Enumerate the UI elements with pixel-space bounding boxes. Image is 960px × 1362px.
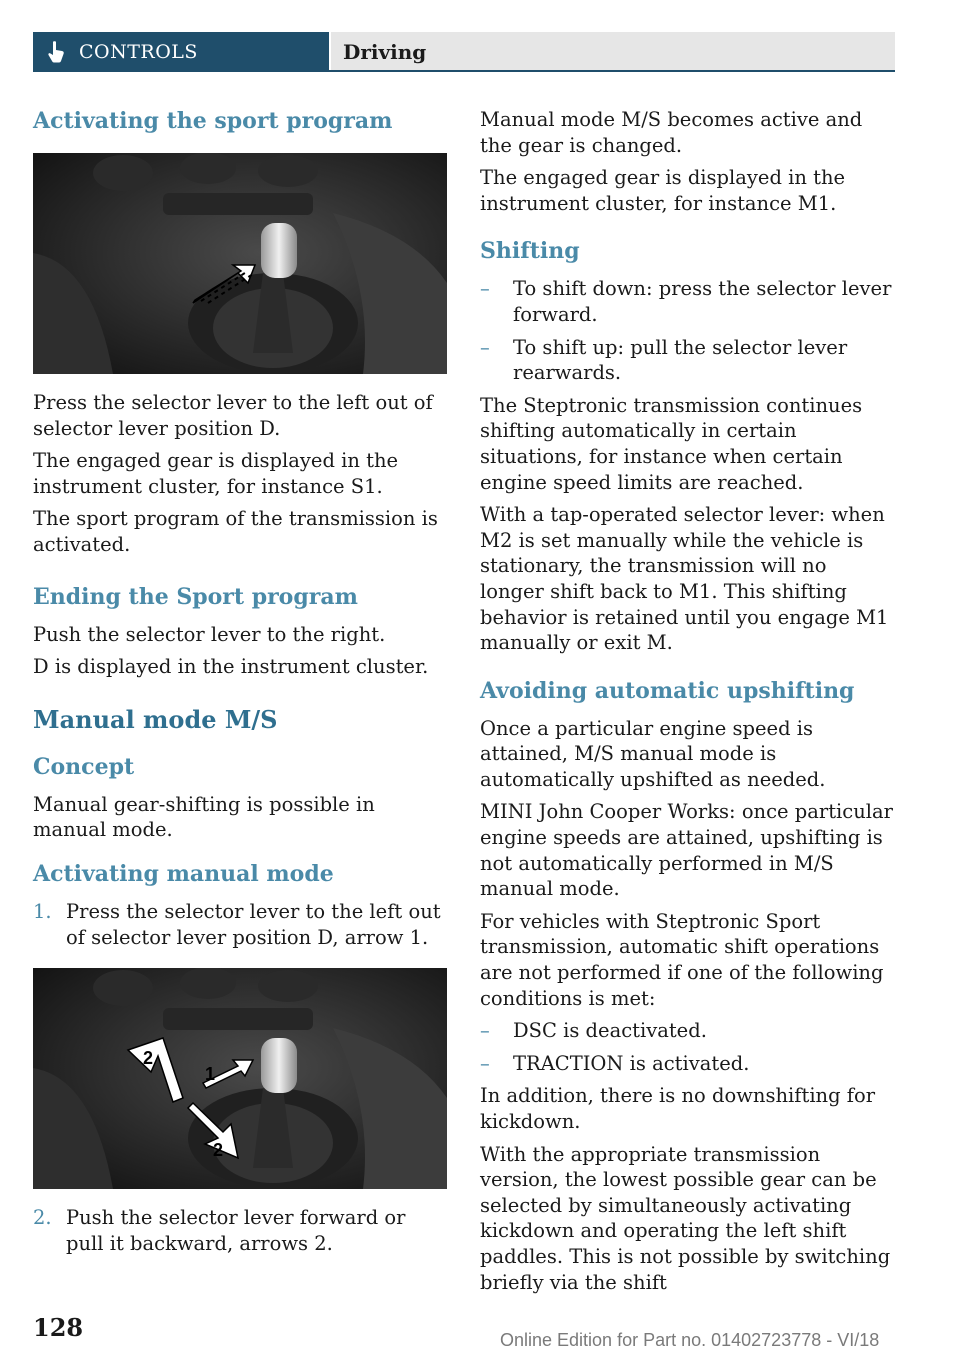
dash-marker: – [480, 335, 490, 359]
heading-manual-mode: Manual mode M/S [33, 704, 278, 734]
hand-pointer-icon [47, 41, 65, 63]
paragraph: With the appropriate transmission version, the lowest possible gear can be selected by simultaneously activating kickdown and operating the left shift paddles. This is not possible by switching briefly via the shift [480, 1142, 891, 1294]
heading-avoiding-upshifting: Avoiding automatic upshifting [480, 677, 855, 704]
list-item-text: DSC is deactivated. [513, 1019, 707, 1043]
list-item [33, 899, 449, 950]
list-item-text: TRACTION is activated. [513, 1051, 750, 1075]
arrow-label-2: 2 [143, 1048, 154, 1069]
paragraph: In addition, there is no downshifting for kickdown. [480, 1084, 876, 1133]
list-item [33, 1205, 449, 1256]
paragraph: MINI John Cooper Works: once particular engine speeds are attained, upshifting is not automatically performed in M/S manual mode. [480, 800, 893, 901]
header-section-tab [33, 32, 329, 70]
heading-shifting: Shifting [480, 238, 580, 265]
arrow-label-2: 2 [213, 1140, 224, 1161]
paragraph: The engaged gear is displayed in the instrument cluster, for instance S1. [33, 449, 399, 498]
dash-marker: – [480, 1051, 490, 1075]
selector-lever-arrows-photo [33, 968, 447, 1189]
list-item [480, 1051, 896, 1077]
page-header [33, 32, 895, 72]
paragraph: Press the selector lever to the left out of selector lever position D. [33, 391, 433, 440]
list-item [480, 1018, 896, 1044]
paragraph: The sport program of the transmission is activated. [33, 507, 438, 556]
figure-sport-lever [33, 153, 447, 374]
list-item [480, 276, 896, 327]
header-chapter-label: Driving [343, 40, 427, 64]
paragraph: For vehicles with Steptronic Sport transmission, automatic shift operations are not performed if one of the following conditions is met: [480, 909, 884, 1010]
paragraph: The engaged gear is displayed in the instrument cluster, for instance M1. [480, 166, 846, 215]
right-column [480, 107, 896, 1302]
edition-footer: Online Edition for Part no. 01402723778 - VI/18 [500, 1330, 880, 1350]
heading-activating-sport: Activating the sport program [33, 108, 393, 134]
dash-marker: – [480, 1019, 490, 1043]
list-item [480, 335, 896, 386]
selector-lever-photo [33, 153, 447, 374]
header-chapter-tab [331, 32, 895, 70]
arrow-label-1: 1 [205, 1064, 216, 1085]
list-item-text: To shift up: pull the selector lever rearwards. [513, 335, 848, 385]
step-number: 1. [33, 899, 52, 923]
paragraph: Once a particular engine speed is attained, M/S manual mode is automatically upshifted as needed. [480, 716, 826, 791]
paragraph: Manual mode M/S becomes active and the gear is changed. [480, 108, 863, 157]
paragraph: The Steptronic transmission continues shifting automatically in certain situations, for instance when certain engine speed limits are reached. [480, 393, 863, 494]
dash-marker: – [480, 277, 490, 301]
paragraph: With a tap-operated selector lever: when M2 is set manually while the vehicle is stationary, the transmission will no longer shift back to M1. This shifting behavior is retained until you engage M1 manually or exit M. [480, 503, 889, 655]
step-number: 2. [33, 1206, 52, 1230]
header-section-label: CONTROLS [79, 41, 198, 63]
heading-ending-sport: Ending the Sport program [33, 583, 358, 610]
heading-concept: Concept [33, 753, 135, 780]
step-text: Push the selector lever forward or pull it backward, arrows 2. [66, 1206, 406, 1255]
paragraph: D is displayed in the instrument cluster. [33, 655, 429, 679]
left-column [33, 107, 449, 1263]
paragraph: Manual gear-shifting is possible in manual mode. [33, 792, 375, 842]
step-text: Press the selector lever to the left out of selector lever position D, arrow 1. [66, 899, 441, 949]
heading-activating-manual: Activating manual mode [33, 860, 334, 887]
figure-manual-lever [33, 968, 447, 1189]
page-number: 128 [33, 1313, 84, 1342]
paragraph: Push the selector lever to the right. [33, 622, 386, 646]
list-item-text: To shift down: press the selector lever forward. [513, 277, 892, 326]
